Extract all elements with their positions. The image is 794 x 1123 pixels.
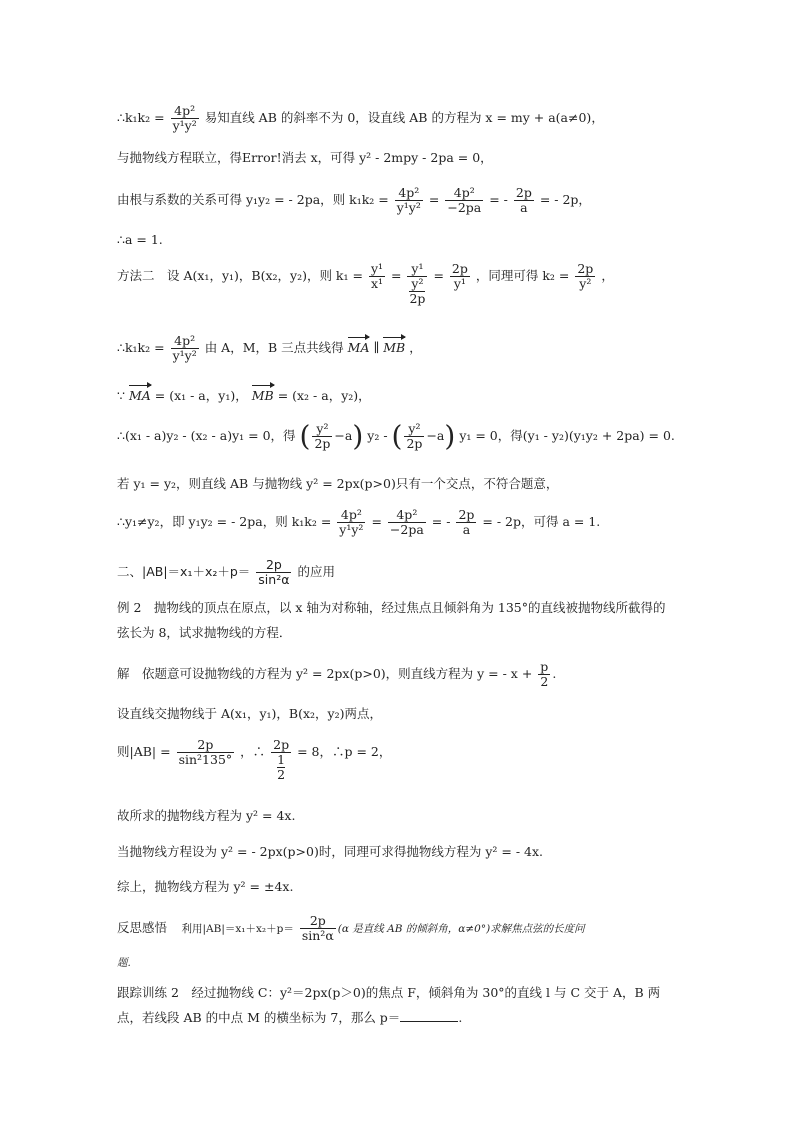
- practice-2: 跟踪训练 2 经过抛物线 C：y²＝2px(p＞0)的焦点 F，倾斜角为 30°的直线 l 与 C 交于 A，B 两点，若线段 AB 的中点 M 的横坐标为 7，那么 p＝ .: [117, 985, 661, 1025]
- example-2: 例 2 抛物线的顶点在原点，以 x 轴为对称轴，经过焦点且倾斜角为 135°的直线被抛物线所截得的弦长为 8，试求抛物线的方程．: [117, 600, 666, 640]
- vector-ma: MA: [128, 388, 151, 403]
- solution-line-6: 综上，抛物线方程为 y² = ±4x.: [117, 879, 294, 894]
- fraction: $\frac{\text{y²}}{2p}$: [406, 421, 423, 451]
- fraction: $\frac{\text{4p²}}{\text{y¹y²}}$: [339, 507, 364, 537]
- fraction: $\frac{2p}{a}$: [515, 185, 532, 215]
- equation-line-6: ∴k₁k₂ = $\frac{\text{4p²}}{\text{y¹y²}}$ 由 A，M，B 三点共线得 MA ∥ MB ，: [117, 333, 422, 363]
- fraction: $\frac{2p}{\text{y²}}$: [577, 261, 594, 291]
- equation-line-5: 方法二 设 A(x₁，y₁)，B(x₂，y₂)，则 k₁ = $\frac{\text{y¹}}{\text{x¹}}$ = $\frac{\text{y¹}}{\frac{\text{y²}}{2p}}$ = $\frac{2p}{\text{y¹}}$ ，同理可得 k₂ = $\frac{2p}{\text{y²}}$ ，: [117, 261, 614, 306]
- solution-line-3: 则|AB| = $\frac{2p}{\text{sin²135°}}$ ，∴ $\frac{2p}{\frac{1}{2}}$ = 8，∴p = 2，: [117, 737, 392, 782]
- solution-line-1: 解 依题意可设抛物线的方程为 y² = 2px(p>0)，则直线方程为 y = - x + $\frac{p}{2}$ .: [117, 659, 557, 689]
- vector-mb: MB: [251, 388, 274, 403]
- fraction: $\frac{2p}{\text{sin²α}}$: [258, 557, 290, 587]
- fraction: $\frac{p}{2}$: [540, 659, 549, 689]
- equation-line-2: 与抛物线方程联立，得Error!消去 x，可得 y² - 2mpy - 2pa = 0，: [117, 150, 493, 165]
- solution-line-5: 当抛物线方程设为 y² = - 2px(p>0)时，同理可求得抛物线方程为 y² = - 4x.: [117, 844, 543, 859]
- vector-mb: MB: [383, 340, 406, 355]
- fraction: $\frac{\text{4p²}}{-2pa}$: [389, 507, 424, 537]
- fraction: $\frac{\text{4p²}}{-2pa}$: [447, 185, 482, 215]
- line1-lead: ∴k₁k₂ =: [117, 110, 165, 125]
- nested-fraction: $\frac{2p}{\frac{1}{2}}$: [273, 737, 290, 782]
- fraction: $\frac{2p}{\text{sin²135°}}$: [178, 737, 233, 767]
- equation-line-10: ∴y₁≠y₂，即 y₁y₂ = - 2pa，则 k₁k₂ = $\frac{\text{4p²}}{\text{y¹y²}}$ = $\frac{\text{4p²}}{-2pa}$ = - $\frac{2p}{a}$ = - 2p，可得 a = 1.: [117, 507, 601, 537]
- vector-ma: MA: [347, 340, 370, 355]
- solution-line-4: 故所求的抛物线方程为 y² = 4x.: [117, 808, 296, 823]
- equation-line-1: [117, 104, 604, 133]
- equation-line-4: ∴a = 1.: [117, 232, 163, 247]
- equation-line-8: ∴(x₁ - a)y₂ - (x₂ - a)y₁ = 0，得 ( $\frac{\text{y²}}{2p}$ −a) y₂ - ( $\frac{\text{y²}}{2p}$ −a) y₁ = 0，得(y₁ - y₂)(y₁y₂ + 2pa) = 0.: [117, 419, 675, 453]
- fraction: $\frac{\text{y¹}}{\text{x¹}}$: [370, 261, 384, 291]
- equation-line-7: ∵ MA = (x₁ - a，y₁)， MB = (x₂ - a，y₂)，: [117, 388, 371, 403]
- fraction: $\frac{2p}{\text{sin²α}}$: [301, 913, 334, 943]
- section-heading-2: 二、|AB|＝x₁＋x₂＋p＝ $\frac{2p}{\text{sin²α}}$ 的应用: [117, 557, 335, 587]
- answer-blank[interactable]: [400, 1009, 458, 1022]
- line1-text: 易知直线 AB 的斜率不为 0，设直线 AB 的方程为 x = my + a(a≠0)，: [204, 110, 604, 125]
- fraction: $\frac{2p}{a}$: [458, 507, 475, 537]
- nested-fraction: $\frac{\text{y¹}}{\frac{\text{y²}}{2p}}$: [409, 261, 426, 306]
- fraction: $\frac{\text{4p²}}{\text{y¹y²}}$: [172, 103, 197, 133]
- solution-line-2: 设直线交抛物线于 A(x₁，y₁)，B(x₂，y₂)两点，: [117, 706, 382, 721]
- reflection: 反思感悟 利用|AB|＝x₁＋x₂＋p＝ $\frac{2p}{\text{sin²α}}$ (α 是直线 AB 的倾斜角，α≠0°)求解焦点弦的长度问: [117, 913, 585, 943]
- fraction: $\frac{\text{4p²}}{\text{y¹y²}}$: [396, 185, 421, 215]
- fraction: $\frac{2p}{\text{y¹}}$: [451, 261, 468, 291]
- equation-line-3: 由根与系数的关系可得 y₁y₂ = - 2pa，则 k₁k₂ = $\frac{\text{4p²}}{\text{y¹y²}}$ = $\frac{\text{4p²}}{-2pa}$ = - $\frac{2p}{a}$ = - 2p，: [117, 185, 591, 215]
- fraction: $\frac{\text{y²}}{2p}$: [314, 421, 331, 451]
- equation-line-9: 若 y₁ = y₂，则直线 AB 与抛物线 y² = 2px(p>0)只有一个交点，不符合题意，: [117, 476, 559, 491]
- fraction: $\frac{\text{4p²}}{\text{y¹y²}}$: [172, 333, 197, 363]
- reflection-tail: 题.: [117, 957, 131, 969]
- reflection-title: 反思感悟: [117, 920, 168, 935]
